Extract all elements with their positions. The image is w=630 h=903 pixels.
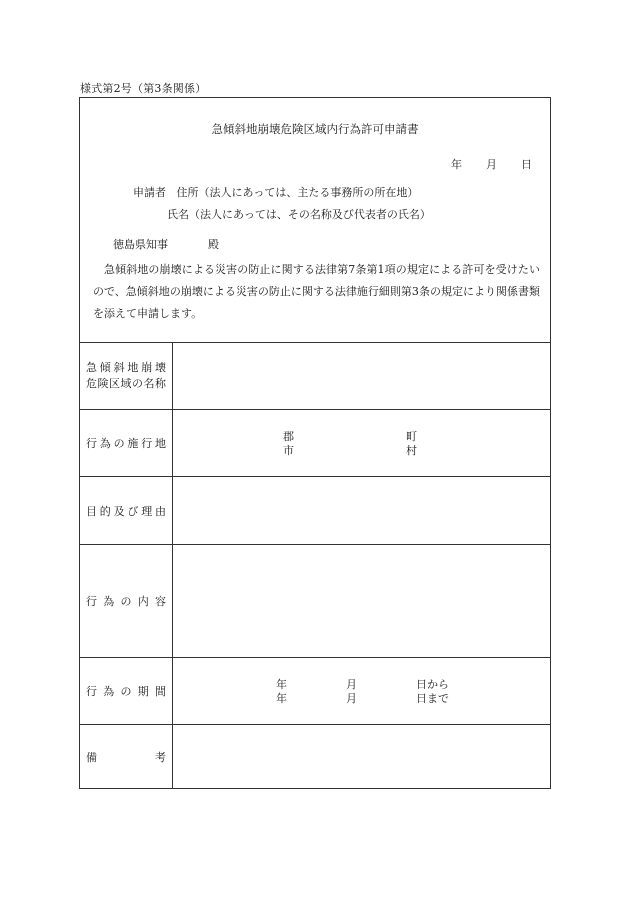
label-char: 行 xyxy=(86,685,97,698)
date-month: 月 xyxy=(486,158,497,171)
label-char: 及 xyxy=(113,504,125,518)
label-line xyxy=(86,683,166,699)
period-to-year: 年 xyxy=(276,692,287,705)
label-char: 壊 xyxy=(154,361,166,374)
label-char: 容 xyxy=(155,595,166,608)
label-char: 名 xyxy=(143,377,155,390)
purpose-field[interactable] xyxy=(173,477,550,544)
row-label xyxy=(80,410,173,476)
label-line xyxy=(86,749,166,765)
row-label xyxy=(80,343,173,409)
label-char: 由 xyxy=(154,504,166,518)
applicant-name: 氏名（法人にあっては、その名称及び代表者の氏名） xyxy=(167,208,431,221)
label-char: 為 xyxy=(103,595,115,608)
remarks-field[interactable] xyxy=(173,725,550,789)
label-char: 危 xyxy=(86,377,97,390)
content-field[interactable] xyxy=(173,545,550,657)
label-char: 急 xyxy=(86,361,97,374)
label-char: 行 xyxy=(86,437,97,450)
label-char: 傾 xyxy=(99,361,111,374)
label-line xyxy=(86,503,166,519)
applicant-address-line xyxy=(133,184,418,200)
row-area-name xyxy=(80,343,550,410)
location-mura: 村 xyxy=(406,444,417,457)
row-label xyxy=(80,545,173,657)
period-field[interactable] xyxy=(173,658,550,724)
label-char: 施 xyxy=(127,437,139,450)
form-title: 急傾斜地崩壊危険区域内行為許可申請書 xyxy=(211,122,419,136)
label-char: 域 xyxy=(120,377,132,390)
row-content xyxy=(80,545,550,658)
row-period xyxy=(80,658,550,725)
label-char: の xyxy=(120,595,132,608)
applicant-address: 住所（法人にあっては、主たる事務所の所在地） xyxy=(176,186,419,199)
addressee-honorific: 殿 xyxy=(208,238,219,251)
label-char: 険 xyxy=(97,377,109,390)
label-line xyxy=(86,360,166,376)
date-year: 年 xyxy=(451,158,462,171)
location-field[interactable] xyxy=(173,410,550,476)
label-char: の xyxy=(113,437,125,450)
area-name-field[interactable] xyxy=(173,343,550,409)
label-char: 考 xyxy=(155,751,166,764)
label-char: 備 xyxy=(86,751,97,764)
label-char: 間 xyxy=(155,685,166,698)
label-char: 斜 xyxy=(113,361,125,374)
applicant-label: 申請者 xyxy=(133,186,166,199)
label-line xyxy=(86,593,166,609)
row-purpose xyxy=(80,477,550,545)
label-char: 期 xyxy=(137,685,149,698)
row-label xyxy=(80,725,173,789)
label-line xyxy=(86,376,166,392)
application-form xyxy=(79,97,551,789)
period-from-month: 月 xyxy=(346,678,357,691)
label-char: の xyxy=(120,685,132,698)
period-to-month: 月 xyxy=(346,692,357,705)
form-number: 様式第2号（第3条関係） xyxy=(80,82,207,95)
label-char: の xyxy=(132,377,143,390)
location-gun: 郡 xyxy=(283,430,294,443)
label-char: 目 xyxy=(86,504,97,518)
label-char: 的 xyxy=(99,504,111,518)
application-statement: 急傾斜地の崩壊による災害の防止に関する法律第7条第1項の規定による許可を受けたいので、急傾斜地の崩壊による災害の防止に関する法律施行細則第3条の規定により関係書類を添えて申請します。 xyxy=(93,263,540,320)
row-label xyxy=(80,477,173,544)
label-char: 称 xyxy=(155,377,166,390)
form-header xyxy=(80,98,550,343)
row-label xyxy=(80,658,173,724)
period-to-day: 日まで xyxy=(416,692,449,705)
label-char: 崩 xyxy=(141,361,153,374)
label-char: 為 xyxy=(99,437,111,450)
period-from-day: 日から xyxy=(416,678,449,691)
label-char: 内 xyxy=(137,595,149,608)
label-char: 行 xyxy=(86,595,97,608)
label-line xyxy=(86,435,166,451)
period-from-year: 年 xyxy=(276,678,287,691)
date-line xyxy=(451,156,532,172)
label-char: 行 xyxy=(141,437,153,450)
addressee-name: 徳島県知事 xyxy=(113,238,168,251)
location-machi: 町 xyxy=(406,430,417,443)
location-shi: 市 xyxy=(283,444,294,457)
addressee xyxy=(113,236,219,252)
label-char: 為 xyxy=(103,685,115,698)
label-char: 地 xyxy=(154,437,166,450)
label-char: び xyxy=(127,504,139,518)
date-day: 日 xyxy=(521,158,532,171)
label-char: 区 xyxy=(109,377,120,390)
row-location xyxy=(80,410,550,477)
label-char: 理 xyxy=(141,504,153,518)
label-char: 地 xyxy=(127,361,139,374)
row-remarks xyxy=(80,725,550,789)
